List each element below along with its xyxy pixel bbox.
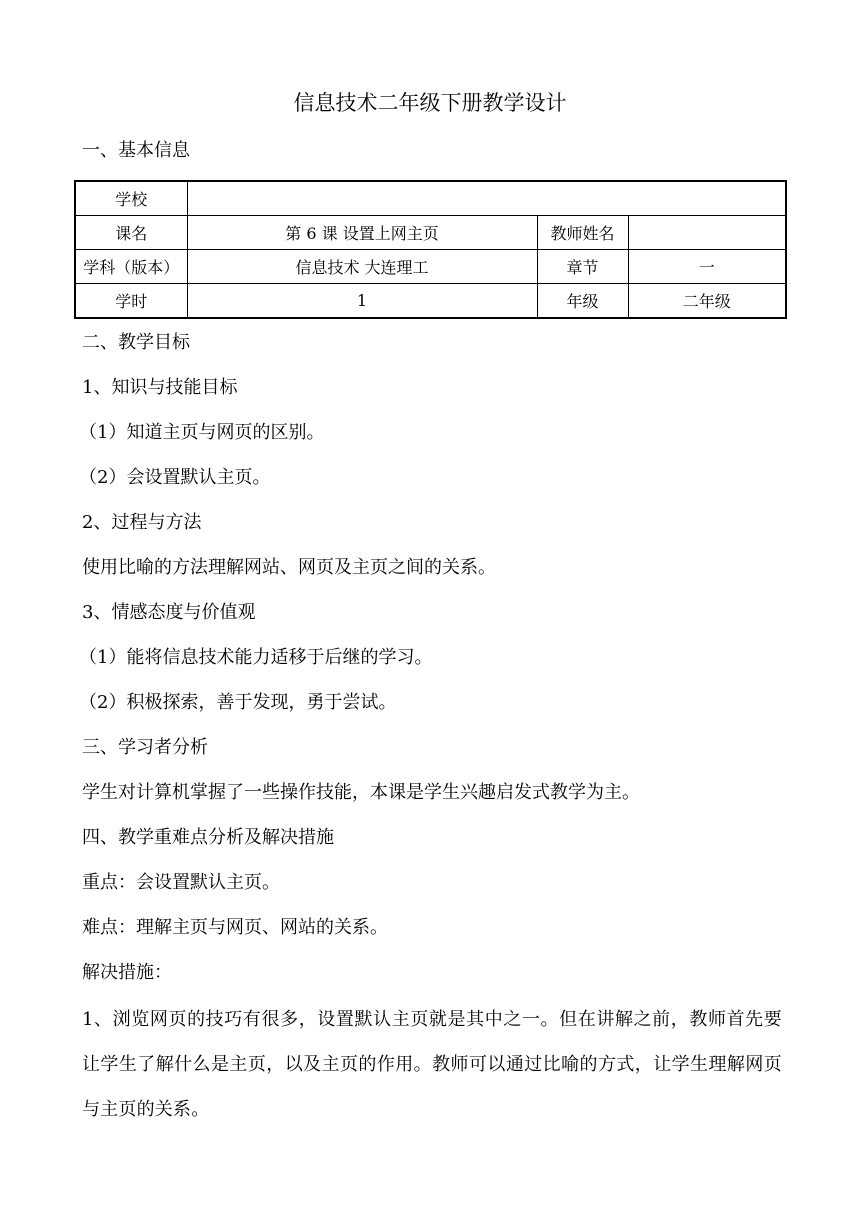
section-heading-basic-info: 一、基本信息 [82, 140, 190, 161]
basic-info-table [74, 180, 787, 319]
subject-label-cell: 学科（版本） [75, 250, 187, 284]
solution-paragraph: 1、浏览网页的技巧有很多，设置默认主页就是其中之一。但在讲解之前，教师首先要让学生了解什么是主页，以及主页的作用。教师可以通过比喻的方式，让学生理解网页与主页的关系。 [82, 1009, 782, 1120]
difficult-point-text: 难点：理解主页与网页、网站的关系。 [82, 917, 388, 938]
subject-value-cell: 信息技术 大连理工 [187, 250, 537, 284]
subheading-process-method: 2、过程与方法 [82, 512, 202, 533]
section-heading-key-difficult-points: 四、教学重难点分析及解决措施 [82, 827, 334, 848]
table-row [75, 216, 786, 250]
process-method-text: 使用比喻的方法理解网站、网页及主页之间的关系。 [82, 557, 496, 578]
list-item: （1）能将信息技术能力适移于后继的学习。 [79, 647, 433, 668]
section-heading-learner-analysis: 三、学习者分析 [82, 737, 208, 758]
grade-label-cell: 年级 [537, 284, 628, 319]
list-item: （2）会设置默认主页。 [79, 467, 271, 488]
hours-value-cell: 1 [187, 284, 537, 319]
chapter-label-cell: 章节 [537, 250, 628, 284]
table-row [75, 284, 786, 319]
table-row [75, 250, 786, 284]
key-point-text: 重点：会设置默认主页。 [82, 872, 280, 893]
chapter-value-cell: 一 [628, 250, 786, 284]
list-item: （1）知道主页与网页的区别。 [79, 422, 325, 443]
course-value-cell: 第 6 课 设置上网主页 [187, 216, 537, 250]
learner-analysis-text: 学生对计算机掌握了一些操作技能，本课是学生兴趣启发式教学为主。 [82, 782, 640, 803]
hours-label-cell: 学时 [75, 284, 187, 319]
grade-value-cell: 二年级 [628, 284, 786, 319]
course-label-cell: 课名 [75, 216, 187, 250]
list-item: （2）积极探索，善于发现，勇于尝试。 [79, 692, 397, 713]
page-title: 信息技术二年级下册教学设计 [293, 91, 567, 115]
school-value-cell [187, 181, 786, 216]
subheading-knowledge-skills: 1、知识与技能目标 [82, 377, 238, 398]
subheading-attitude-values: 3、情感态度与价值观 [82, 602, 256, 623]
teacher-value-cell [628, 216, 786, 250]
solution-label: 解决措施： [82, 962, 172, 983]
school-label-cell: 学校 [75, 181, 187, 216]
table-row [75, 181, 786, 216]
section-heading-teaching-goals: 二、教学目标 [82, 332, 190, 353]
teacher-label-cell: 教师姓名 [537, 216, 628, 250]
